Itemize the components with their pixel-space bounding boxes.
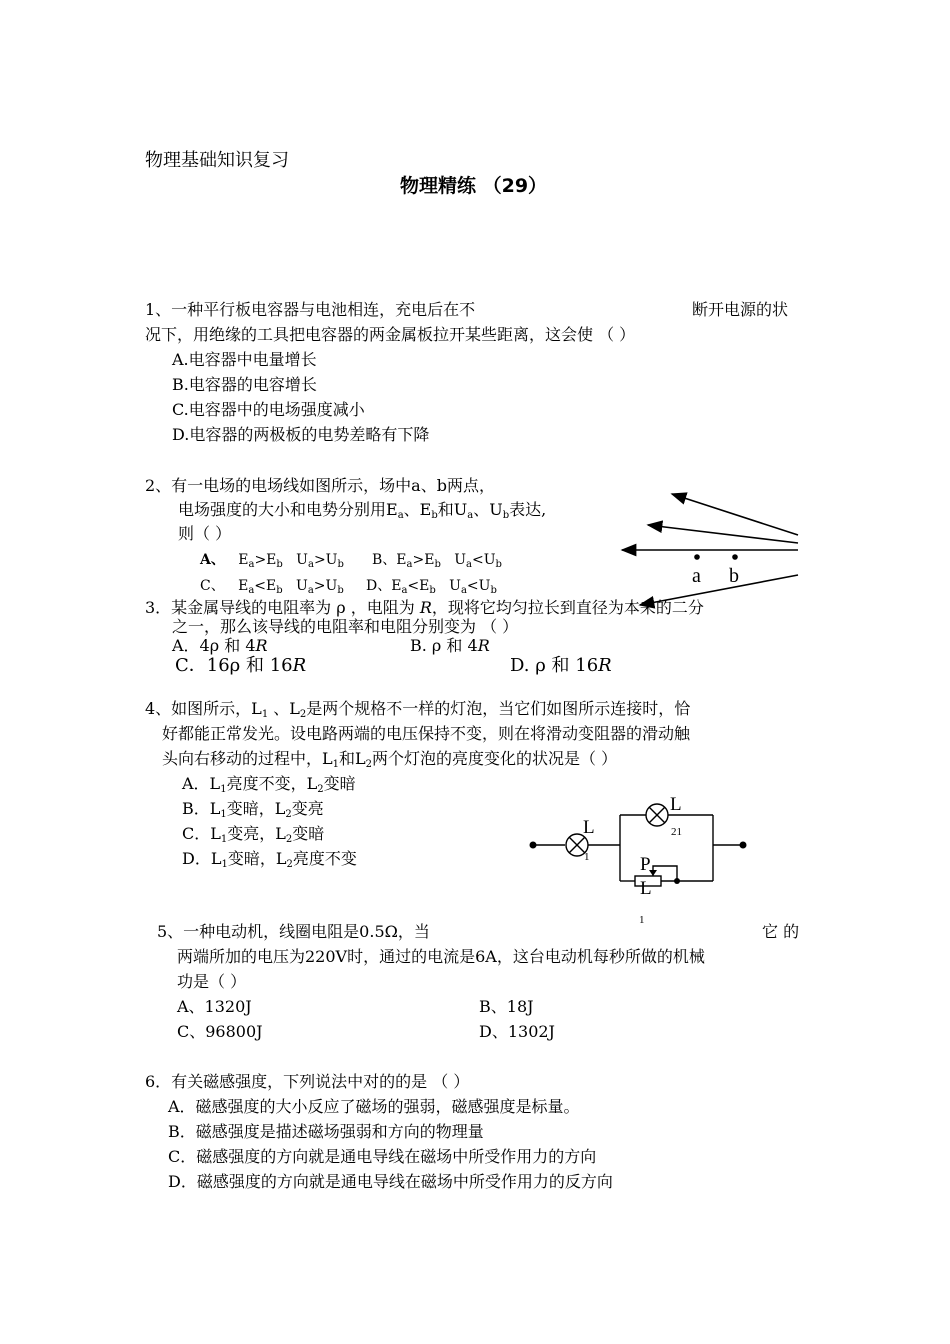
- q1-line-1a: 1、一种平行板电容器与电池相连，充电后在不: [145, 300, 476, 319]
- point-a: [694, 554, 700, 560]
- q4-line-2: 好都能正常发光。设电路两端的电压保持不变，则在将滑动变阻器的滑动触: [162, 724, 691, 743]
- q5-line-3: 功是（ ）: [177, 972, 247, 991]
- q3-option-d: D. ρ 和 16R: [510, 655, 612, 676]
- point-b: [732, 554, 738, 560]
- q4-option-a: A．$L_1$亮度不变，$L_2$变暗: [182, 774, 356, 795]
- lamp-l1-sub: 1: [584, 851, 590, 863]
- rheostat-sub: 1: [639, 914, 645, 926]
- q5-option-a: A、1320J: [177, 997, 252, 1016]
- q1-option-a: A.电容器中电量增长: [172, 350, 317, 369]
- lamp-l2-sub: 21: [671, 826, 682, 838]
- q1-option-b: B.电容器的电容增长: [172, 375, 317, 394]
- q4-line-3: 头向右移动的过程中，$L_1$和$L_2$两个灯泡的亮度变化的状况是（ ）: [162, 749, 618, 770]
- q2-option-c: C、 $E_a<E_b$ $U_a>U_b$: [200, 578, 344, 596]
- q5-option-d: D、1302J: [479, 1022, 555, 1041]
- subject-heading: 物理基础知识复习: [145, 150, 289, 171]
- q5-line-2: 两端所加的电压为220V时，通过的电流是6A，这台电动机每秒所做的机械: [177, 947, 705, 966]
- q2-line-3: 则（ ）: [178, 524, 232, 543]
- q5-option-b: B、18J: [479, 997, 534, 1016]
- q3-line-2: 之一，那么该导线的电阻率和电阻分别变为 （ ）: [172, 617, 519, 636]
- q6-option-c: C．磁感强度的方向就是通电导线在磁场中所受作用力的方向: [168, 1147, 597, 1166]
- q6-line-1: 6．有关磁感强度，下列说法中对的的是 （ ）: [145, 1072, 470, 1091]
- q4-option-d: D．$L_1$变暗，$L_2$亮度不变: [182, 849, 357, 870]
- q5-line-1a: 5、一种电动机，线圈电阻是0.5Ω，当: [157, 922, 430, 941]
- q4-option-b: B．$L_1$变暗，$L_2$变亮: [182, 799, 324, 820]
- q6-option-b: B．磁感强度是描述磁场强弱和方向的物理量: [168, 1122, 484, 1141]
- q6-option-d: D．磁感强度的方向就是通电导线在磁场中所受作用力的反方向: [168, 1172, 613, 1191]
- q5-line-1b: 它 的: [762, 922, 800, 941]
- q3-option-b: B. ρ 和 4R: [410, 636, 490, 655]
- label-a: a: [692, 565, 701, 587]
- q4-option-c: C．$L_1$变亮，$L_2$变暗: [182, 824, 325, 845]
- page-title: 物理精练 （29）: [400, 175, 548, 197]
- circuit-diagram: [525, 790, 755, 930]
- q1-option-d: D.电容器的两极板的电势差略有下降: [172, 425, 430, 444]
- q6-option-a: A．磁感强度的大小反应了磁场的强弱，磁感强度是标量。: [168, 1097, 580, 1116]
- label-b: b: [729, 565, 739, 587]
- q3-option-a: A．4ρ 和 4R: [172, 636, 268, 655]
- rheostat-label: L: [640, 878, 652, 899]
- q2-option-b: B、$E_a>E_b$ $U_a<U_b$: [372, 552, 502, 570]
- q2-option-d: D、$E_a<E_b$ $U_a<U_b$: [366, 578, 497, 596]
- field-line-1: [672, 494, 798, 535]
- q4-line-1: 4、如图所示，$L_1$ 、$L_2$是两个规格不一样的灯泡，当它们如图所示连接时，恰: [145, 699, 691, 720]
- slider-label: P: [640, 854, 651, 875]
- lamp-l1-label: L: [583, 817, 595, 838]
- q1-option-c: C.电容器中的电场强度减小: [172, 400, 365, 419]
- lamp-l2-label: L: [670, 794, 682, 815]
- q1-line-2: 况下，用绝缘的工具把电容器的两金属板拉开某些距离，这会使 （ ）: [145, 325, 636, 344]
- q2-line-2: 电场强度的大小和电势分别用$E_a$、$E_b$和$U_a$、$U_b$表达,: [178, 500, 547, 521]
- q2-line-1: 2、有一电场的电场线如图所示，场中a、b两点，: [145, 476, 495, 495]
- q2-option-a: A、 $E_a>E_b$ $U_a>U_b$: [200, 552, 344, 570]
- q5-option-c: C、96800J: [177, 1022, 263, 1041]
- lamp-l2-icon: [646, 804, 668, 826]
- q3-line-1: 3．某金属导线的电阻率为 ρ ，电阻为 R，现将它均匀拉长到直径为本来的二分: [145, 598, 704, 617]
- q1-line-1b: 断开电源的状: [692, 300, 789, 319]
- q3-option-c: C．16ρ 和 16R: [175, 655, 307, 676]
- terminal-right: [740, 842, 747, 849]
- field-line-diagram: [610, 485, 810, 610]
